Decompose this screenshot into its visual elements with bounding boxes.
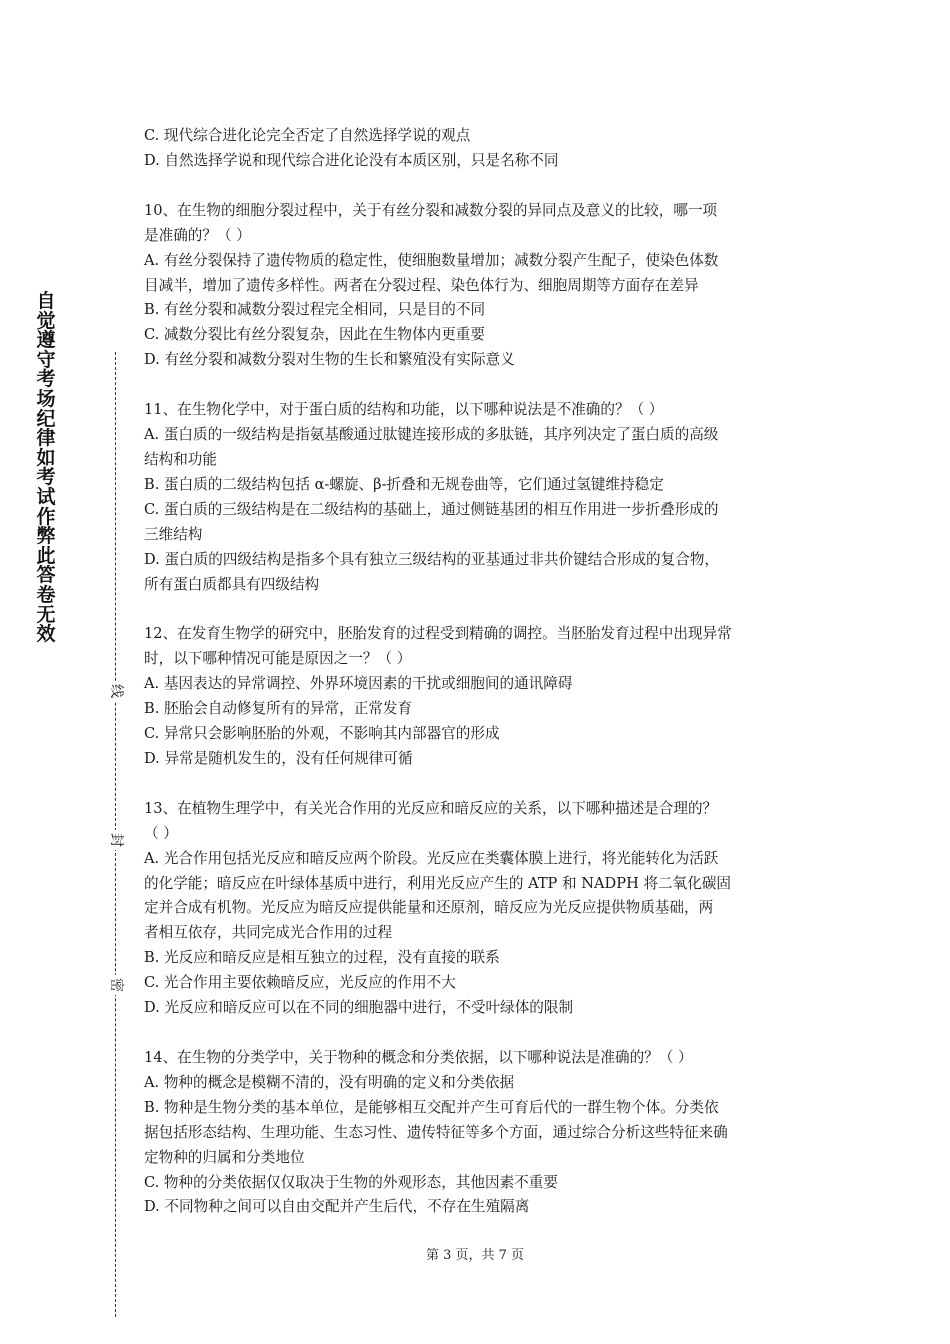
option-b: B. 蛋白质的二级结构包括 α-螺旋、β-折叠和无规卷曲等，它们通过氢键维持稳定: [144, 475, 664, 493]
option-a: A. 物种的概念是模糊不清的，没有明确的定义和分类依据: [144, 1073, 515, 1091]
option-c: C. 蛋白质的三级结构是在二级结构的基础上，通过侧链基团的相互作用进一步折叠形成的: [144, 500, 719, 518]
question-11: [144, 398, 810, 597]
binding-mark-feng: 封: [105, 830, 127, 850]
option-b-cont: 据包括形态结构、生理功能、生态习性、遗传特征等多个方面，通过综合分析这些特征来确: [144, 1123, 728, 1141]
question-10: [144, 199, 810, 373]
option-d: D. 蛋白质的四级结构是指多个具有独立三级结构的亚基通过非共价键结合形成的复合物，: [144, 550, 720, 568]
option-c: C. 光合作用主要依赖暗反应，光反应的作用不大: [144, 974, 456, 992]
binding-mark-xian: 线: [105, 681, 127, 701]
exam-discipline-warning: 自觉遵守考场纪律如考试作弊此答卷无效: [36, 290, 56, 646]
question-12: [144, 622, 810, 771]
question-stem: 11、在生物化学中，对于蛋白质的结构和功能，以下哪种说法是不准确的？（ ）: [144, 401, 664, 419]
option-a: A. 光合作用包括光反应和暗反应两个阶段。光反应在类囊体膜上进行，将光能转化为活跃: [144, 849, 719, 867]
question-stem: （ ）: [144, 824, 178, 842]
option-b: B. 物种是生物分类的基本单位，是能够相互交配并产生可育后代的一群生物个体。分类依: [144, 1098, 719, 1116]
option-d: D. 不同物种之间可以自由交配并产生后代，不存在生殖隔离: [144, 1198, 530, 1216]
option-a: A. 有丝分裂保持了遗传物质的稳定性，使细胞数量增加；减数分裂产生配子，使染色体数: [144, 251, 719, 269]
option-d: D. 光反应和暗反应可以在不同的细胞器中进行，不受叶绿体的限制: [144, 999, 574, 1017]
question-stem: 14、在生物的分类学中，关于物种的概念和分类依据，以下哪种说法是准确的？（ ）: [144, 1049, 693, 1066]
option-d: D. 有丝分裂和减数分裂对生物的生长和繁殖没有实际意义: [144, 351, 515, 369]
question-content: [144, 124, 810, 1220]
option-c-cont: 三维结构: [144, 525, 203, 543]
option-a: A. 基因表达的异常调控、外界环境因素的干扰或细胞间的通讯障碍: [144, 675, 573, 693]
option-b: B. 胚胎会自动修复所有的异常，正常发育: [144, 700, 413, 718]
option-a-cont: 结构和功能: [144, 450, 217, 468]
option-b: B. 光反应和暗反应是相互独立的过程，没有直接的联系: [144, 949, 500, 967]
option-a-cont: 者相互依存，共同完成光合作用的过程: [144, 924, 393, 942]
option-a: A. 蛋白质的一级结构是指氨基酸通过肽键连接形成的多肽链，其序列决定了蛋白质的高级: [144, 426, 719, 444]
option-line: D. 自然选择学说和现代综合进化论没有本质区别，只是名称不同: [144, 151, 559, 169]
option-c: C. 减数分裂比有丝分裂复杂，因此在生物体内更重要: [144, 326, 485, 344]
option-d-cont: 所有蛋白质都具有四级结构: [144, 575, 320, 593]
question-stem: 13、在植物生理学中，有关光合作用的光反应和暗反应的关系，以下哪种描述是合理的？: [144, 799, 718, 817]
question-stem: 时，以下哪种情况可能是原因之一？（ ）: [144, 650, 412, 668]
option-a-cont: 定并合成有机物。光反应为暗反应提供能量和还原剂，暗反应为光反应提供物质基础，两: [144, 899, 714, 917]
question-stem: 是准确的？（ ）: [144, 226, 251, 244]
binding-mark-mi: 密: [105, 975, 127, 995]
option-a-cont: 目减半，增加了遗传多样性。两者在分裂过程、染色体行为、细胞周期等方面存在差异: [144, 276, 699, 294]
option-b-cont: 定物种的归属和分类地位: [144, 1148, 305, 1166]
option-b: B. 有丝分裂和减数分裂过程完全相同，只是目的不同: [144, 301, 486, 319]
question-13: [144, 797, 810, 1021]
option-d: D. 异常是随机发生的，没有任何规律可循: [144, 749, 413, 767]
option-c: C. 异常只会影响胚胎的外观，不影响其内部器官的形成: [144, 725, 500, 743]
option-a-cont: 的化学能；暗反应在叶绿体基质中进行，利用光反应产生的 ATP 和 NADPH 将二氧化碳固: [144, 874, 732, 892]
question-14: [144, 1046, 810, 1220]
previous-question-options: [144, 124, 810, 174]
question-stem: 10、在生物的细胞分裂过程中，关于有丝分裂和减数分裂的异同点及意义的比较，哪一项: [144, 201, 718, 219]
option-c: C. 物种的分类依据仅仅取决于生物的外观形态，其他因素不重要: [144, 1173, 558, 1191]
option-line: C. 现代综合进化论完全否定了自然选择学说的观点: [144, 127, 471, 144]
page-number-footer: 第 3 页，共 7 页: [425, 1248, 525, 1263]
question-stem: 12、在发育生物学的研究中，胚胎发育的过程受到精确的调控。当胚胎发育过程中出现异常: [144, 625, 732, 643]
